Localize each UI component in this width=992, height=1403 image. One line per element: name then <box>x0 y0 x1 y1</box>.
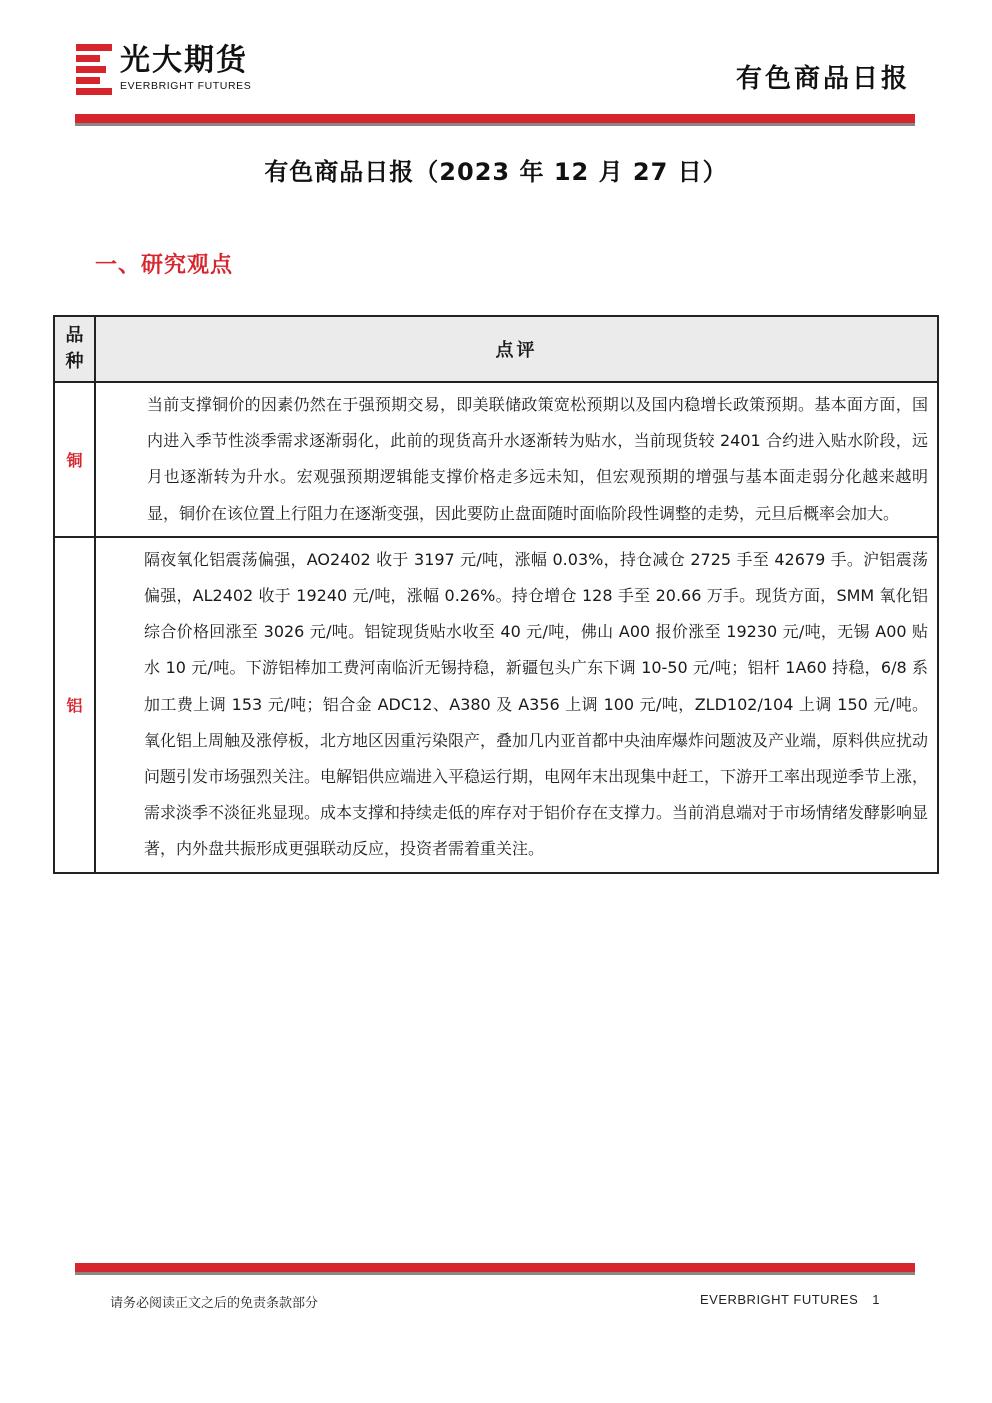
table-row <box>54 537 938 873</box>
header-comment-label: 点评 <box>495 340 538 361</box>
page-number: 1 <box>872 1292 880 1307</box>
footer-divider <box>75 1263 915 1275</box>
commentary-text: 当前支撑铜价的因素仍然在于强预期交易，即美联储政策宽松预期以及国内稳增长政策预期。基本面方面，国内进入季节性淡季需求逐渐弱化，此前的现货高升水逐渐转为贴水，当前现货较 2401 合约进入贴水阶段，远月也逐渐转为升水。宏观强预期逻辑能支撑价格走多远未知，但宏观预期的增强与基本面走弱分化越来越明显，铜价在该位置上行阻力在逐渐变强，因此要防止盘面随时面临阶段性调整的走势，元旦后概率会加大。 <box>95 382 938 537</box>
logo-mark-icon <box>76 44 112 96</box>
header-comment <box>95 316 938 382</box>
company-logo <box>76 40 291 100</box>
footer-company <box>700 1292 880 1307</box>
table-row <box>54 382 938 537</box>
logo-chinese-name: 光大期货 <box>120 43 248 78</box>
footer-company-name: EVERBRIGHT FUTURES <box>699 1292 859 1307</box>
table-header-row <box>54 316 938 382</box>
commentary-table <box>53 315 939 874</box>
document-title: 有色商品日报（2023 年 12 月 27 日） <box>264 158 728 186</box>
header-divider <box>75 114 915 126</box>
commentary-text: 隔夜氧化铝震荡偏强，AO2402 收于 3197 元/吨，涨幅 0.03%，持仓减仓 2725 手至 42679 手。沪铝震荡偏强，AL2402 收于 19240 元/吨，涨幅 0.26%。持仓增仓 128 手至 20.66 万手。现货方面，SMM 氧化铝综合价格回涨至 3026 元/吨。铝锭现货贴水收至 40 元/吨，佛山 A00 报价涨至 19230 元/吨，无锡 A00 贴水 10 元/吨。下游铝棒加工费河南临沂无锡持稳，新疆包头广东下调 10-50 元/吨；铝杆 1A60 持稳，6/8 系加工费上调 153 元/吨；铝合金 ADC12、A380 及 A356 上调 100 元/吨，ZLD102/104 上调 150 元/吨。氧化铝上周触及涨停板，北方地区因重污染限产，叠加几内亚首都中央油库爆炸问题波及产业端，原料供应扰动问题引发市场强烈关注。电解铝供应端进入平稳运行期，电网年末出现集中赶工，下游开工率出现逆季节上涨，需求淡季不淡征兆显现。成本支撑和持续走低的库存对于铝价存在支撑力。当前消息端对于市场情绪发酵影响显著，内外盘共振形成更强联动反应，投资者需着重关注。 <box>95 537 938 873</box>
variety-name: 铜 <box>54 382 95 537</box>
section-title: 一、研究观点 <box>95 253 234 278</box>
variety-name: 铝 <box>54 537 95 873</box>
header-report-title: 有色商品日报 <box>735 64 910 94</box>
header-variety-label: 品 种 <box>65 325 84 372</box>
footer-disclaimer: 请务必阅读正文之后的免责条款部分 <box>110 1296 319 1311</box>
logo-english-name: EVERBRIGHT FUTURES <box>120 80 252 92</box>
header-variety <box>54 316 95 382</box>
